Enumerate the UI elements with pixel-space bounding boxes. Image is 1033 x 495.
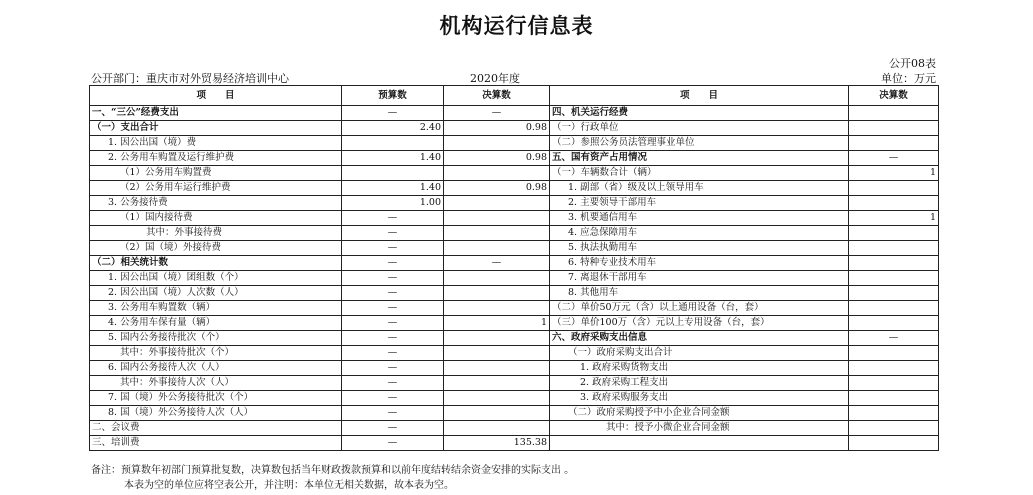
row-budget: 1.00 bbox=[342, 196, 444, 211]
table-row bbox=[90, 346, 939, 361]
row-final-left bbox=[444, 226, 550, 241]
row-budget: — bbox=[342, 106, 444, 121]
row-final-left: 0.98 bbox=[444, 121, 550, 136]
row-final-right bbox=[849, 346, 939, 361]
row-final-left: — bbox=[444, 256, 550, 271]
row-item-right: 4. 应急保障用车 bbox=[550, 226, 849, 241]
row-item-right: 2. 主要领导干部用车 bbox=[550, 196, 849, 211]
row-item-left: 8. 国（境）外公务接待人次（人） bbox=[90, 406, 342, 421]
row-final-right bbox=[849, 241, 939, 256]
row-item-right: （二）单价50万元（含）以上通用设备（台，套） bbox=[550, 301, 849, 316]
table-row bbox=[90, 421, 939, 436]
row-item-left: 3. 公务用车购置数（辆） bbox=[90, 301, 342, 316]
table-row bbox=[90, 271, 939, 286]
row-final-right bbox=[849, 226, 939, 241]
row-final-left bbox=[444, 346, 550, 361]
row-item-left: 三、培训费 bbox=[90, 436, 342, 451]
table-row bbox=[90, 196, 939, 211]
row-final-left bbox=[444, 361, 550, 376]
header-budget: 预算数 bbox=[342, 86, 444, 106]
row-item-left: 1. 因公出国（境）团组数（个） bbox=[90, 271, 342, 286]
department-label: 公开部门：重庆市对外贸易经济培训中心 bbox=[91, 72, 289, 85]
table-row bbox=[90, 211, 939, 226]
row-item-right: 2. 政府采购工程支出 bbox=[550, 376, 849, 391]
row-final-right bbox=[849, 271, 939, 286]
form-code: 公开08表 bbox=[889, 57, 936, 70]
row-final-left: 0.98 bbox=[444, 151, 550, 166]
row-item-left: 二、会议费 bbox=[90, 421, 342, 436]
row-item-left: 7. 国（境）外公务接待批次（个） bbox=[90, 391, 342, 406]
table-row bbox=[90, 361, 939, 376]
row-budget: — bbox=[342, 331, 444, 346]
row-item-left: 6. 国内公务接待人次（人） bbox=[90, 361, 342, 376]
row-budget: — bbox=[342, 286, 444, 301]
row-item-left: （二）相关统计数 bbox=[90, 256, 342, 271]
row-budget: — bbox=[342, 376, 444, 391]
row-item-right: 3. 政府采购服务支出 bbox=[550, 391, 849, 406]
table-row bbox=[90, 301, 939, 316]
row-item-left: 2. 因公出国（境）人次数（人） bbox=[90, 286, 342, 301]
table-row bbox=[90, 376, 939, 391]
row-item-right: （二）参照公务员法管理事业单位 bbox=[550, 136, 849, 151]
row-final-right bbox=[849, 301, 939, 316]
row-final-right bbox=[849, 361, 939, 376]
table-row bbox=[90, 226, 939, 241]
row-item-right: 六、政府采购支出信息 bbox=[550, 331, 849, 346]
row-item-right: 6. 特种专业技术用车 bbox=[550, 256, 849, 271]
row-item-left: 5. 国内公务接待批次（个） bbox=[90, 331, 342, 346]
table-row bbox=[90, 166, 939, 181]
row-final-right bbox=[849, 196, 939, 211]
row-item-right: （一）政府采购支出合计 bbox=[550, 346, 849, 361]
row-final-left bbox=[444, 286, 550, 301]
table-row bbox=[90, 151, 939, 166]
row-item-left: 4. 公务用车保有量（辆） bbox=[90, 316, 342, 331]
row-final-left bbox=[444, 376, 550, 391]
row-item-left: （2）国（境）外接待费 bbox=[90, 241, 342, 256]
row-final-left bbox=[444, 301, 550, 316]
row-item-left: 1. 因公出国（境）费 bbox=[90, 136, 342, 151]
row-final-left bbox=[444, 166, 550, 181]
row-budget: — bbox=[342, 406, 444, 421]
row-item-right: 其中：授予小微企业合同金额 bbox=[550, 421, 849, 436]
row-budget: — bbox=[342, 391, 444, 406]
row-budget: — bbox=[342, 256, 444, 271]
row-final-right bbox=[849, 256, 939, 271]
row-budget: 1.40 bbox=[342, 151, 444, 166]
row-item-left: （一）支出合计 bbox=[90, 121, 342, 136]
row-item-left: 其中：外事接待费 bbox=[90, 226, 342, 241]
row-final-left bbox=[444, 391, 550, 406]
row-budget: — bbox=[342, 346, 444, 361]
row-item-left: 其中：外事接待人次（人） bbox=[90, 376, 342, 391]
header-item-right: 项 目 bbox=[550, 86, 849, 106]
row-budget: — bbox=[342, 436, 444, 451]
row-final-right: 1 bbox=[849, 166, 939, 181]
row-item-left: （2）公务用车运行维护费 bbox=[90, 181, 342, 196]
row-final-left bbox=[444, 136, 550, 151]
row-final-right bbox=[849, 136, 939, 151]
row-final-right: — bbox=[849, 151, 939, 166]
row-item-right: 8. 其他用车 bbox=[550, 286, 849, 301]
row-budget bbox=[342, 166, 444, 181]
table-header-row bbox=[90, 86, 939, 106]
header-item-left: 项 目 bbox=[90, 86, 342, 106]
row-budget: — bbox=[342, 241, 444, 256]
row-item-left: 其中：外事接待批次（个） bbox=[90, 346, 342, 361]
row-item-right: 1. 政府采购货物支出 bbox=[550, 361, 849, 376]
row-item-right bbox=[550, 436, 849, 451]
row-item-right: （一）车辆数合计（辆） bbox=[550, 166, 849, 181]
year-label: 2020年度 bbox=[470, 72, 520, 85]
table-row bbox=[90, 316, 939, 331]
row-item-left: 一、“三公”经费支出 bbox=[90, 106, 342, 121]
row-final-left bbox=[444, 241, 550, 256]
row-budget: — bbox=[342, 361, 444, 376]
row-item-right: （一）行政单位 bbox=[550, 121, 849, 136]
header-final-left: 决算数 bbox=[444, 86, 550, 106]
page-title: 机构运行信息表 bbox=[439, 13, 594, 38]
row-item-right: （二）政府采购授予中小企业合同金额 bbox=[550, 406, 849, 421]
row-final-right bbox=[849, 316, 939, 331]
row-item-right: 5. 执法执勤用车 bbox=[550, 241, 849, 256]
row-item-left: （1）公务用车购置费 bbox=[90, 166, 342, 181]
row-budget: — bbox=[342, 421, 444, 436]
row-final-right bbox=[849, 106, 939, 121]
row-item-left: 2. 公务用车购置及运行维护费 bbox=[90, 151, 342, 166]
row-final-left bbox=[444, 406, 550, 421]
row-budget: — bbox=[342, 211, 444, 226]
row-final-right bbox=[849, 286, 939, 301]
table-row bbox=[90, 436, 939, 451]
row-budget: 2.40 bbox=[342, 121, 444, 136]
row-final-left: 135.38 bbox=[444, 436, 550, 451]
row-final-right bbox=[849, 121, 939, 136]
table-row bbox=[90, 241, 939, 256]
header-final-right: 决算数 bbox=[849, 86, 939, 106]
row-item-left: 3. 公务接待费 bbox=[90, 196, 342, 211]
table-row bbox=[90, 391, 939, 406]
row-budget: — bbox=[342, 226, 444, 241]
row-budget: — bbox=[342, 316, 444, 331]
row-final-right: — bbox=[849, 331, 939, 346]
footnote-remark: 备注：预算数年初部门预算批复数，决算数包括当年财政拨款预算和以前年度结转结余资金安排的实际支出 。 bbox=[91, 465, 575, 476]
table-row bbox=[90, 286, 939, 301]
row-item-right: 五、国有资产占用情况 bbox=[550, 151, 849, 166]
row-final-right bbox=[849, 391, 939, 406]
row-final-right bbox=[849, 436, 939, 451]
table-row bbox=[90, 256, 939, 271]
table-row bbox=[90, 121, 939, 136]
footnote-empty-table: 本表为空的单位应将空表公开，并注明：本单位无相关数据，故本表为空。 bbox=[124, 480, 454, 491]
row-final-right bbox=[849, 421, 939, 436]
row-budget: 1.40 bbox=[342, 181, 444, 196]
row-final-right: 1 bbox=[849, 211, 939, 226]
row-item-right: 7. 离退休干部用车 bbox=[550, 271, 849, 286]
table-row bbox=[90, 181, 939, 196]
unit-label: 单位：万元 bbox=[881, 72, 936, 85]
table-row bbox=[90, 406, 939, 421]
row-final-right bbox=[849, 376, 939, 391]
row-budget: — bbox=[342, 271, 444, 286]
row-item-right: 3. 机要通信用车 bbox=[550, 211, 849, 226]
row-item-right: （三）单价100万（含）元以上专用设备（台，套） bbox=[550, 316, 849, 331]
row-final-left: 1 bbox=[444, 316, 550, 331]
row-final-left bbox=[444, 271, 550, 286]
row-budget bbox=[342, 136, 444, 151]
info-table bbox=[89, 85, 939, 451]
row-final-left: 0.98 bbox=[444, 181, 550, 196]
row-final-left bbox=[444, 196, 550, 211]
row-item-right: 四、机关运行经费 bbox=[550, 106, 849, 121]
row-final-left bbox=[444, 331, 550, 346]
row-final-right bbox=[849, 181, 939, 196]
table-row bbox=[90, 106, 939, 121]
row-item-right: 1. 副部（省）级及以上领导用车 bbox=[550, 181, 849, 196]
row-final-left bbox=[444, 421, 550, 436]
row-final-left: — bbox=[444, 106, 550, 121]
row-item-left: （1）国内接待费 bbox=[90, 211, 342, 226]
row-final-left bbox=[444, 211, 550, 226]
table-row bbox=[90, 136, 939, 151]
row-budget: — bbox=[342, 301, 444, 316]
table-row bbox=[90, 331, 939, 346]
row-final-right bbox=[849, 406, 939, 421]
